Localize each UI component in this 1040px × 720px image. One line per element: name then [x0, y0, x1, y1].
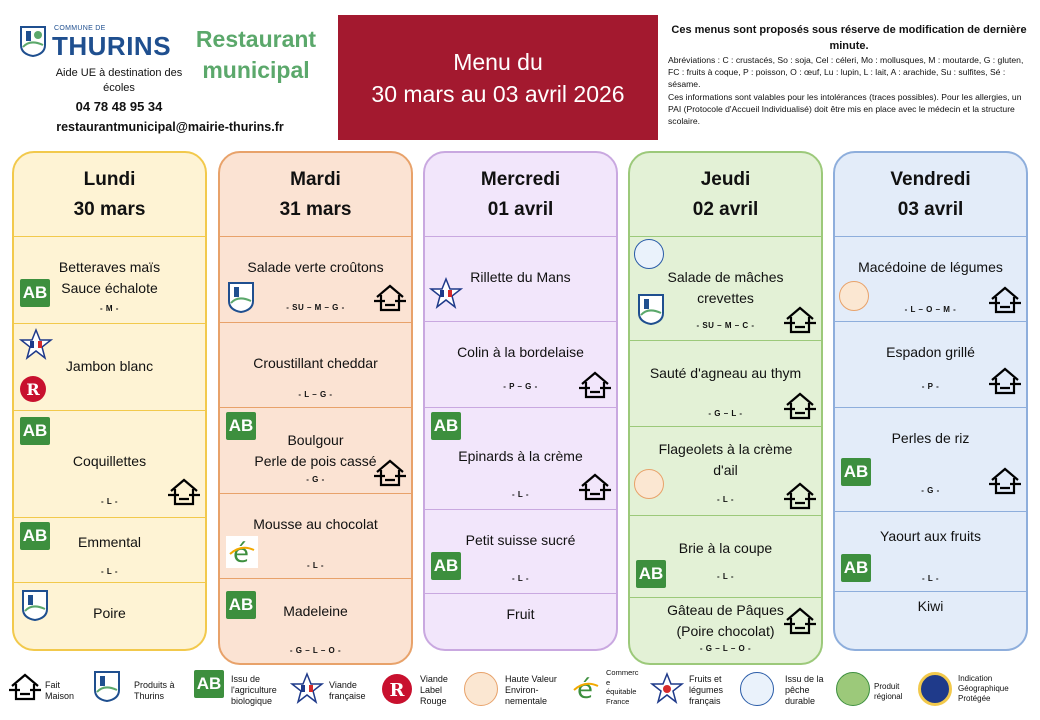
allergen-list: - L – G -: [298, 390, 333, 399]
dish-name: Epinards à la crème: [458, 448, 583, 464]
legend-label: Viande Label Rouge: [420, 674, 448, 706]
legend-label: Indication Géographique Protégée: [958, 674, 1009, 703]
dish-name: Gâteau de Pâques (Poire chocolat): [667, 602, 784, 639]
allergen-list: - G – L – O -: [289, 646, 342, 655]
legend-label: Haute Valeur Environ- nementale: [505, 674, 557, 706]
day-date: 03 avril: [897, 198, 964, 220]
day-header: [425, 153, 616, 237]
dish-name: Salade de mâches crevettes: [667, 269, 784, 306]
dish-name: Petit suisse sucré: [465, 532, 576, 548]
allergen-list: - L -: [511, 490, 529, 499]
organic-ab-icon: AB: [20, 417, 50, 445]
allergen-list: - P – G -: [503, 382, 538, 391]
menu-item: [630, 516, 821, 598]
house-icon: [988, 285, 1022, 315]
day-column-jeudi: [628, 151, 823, 665]
logo-name: THURINS: [52, 31, 172, 61]
house-icon: [373, 458, 407, 488]
french-meat-icon: [290, 672, 324, 704]
dish-name: Croustillant cheddar: [253, 355, 378, 371]
legend-label: Issu de l'agriculture biologique: [231, 674, 277, 706]
menu-item: [14, 518, 205, 583]
day-name: Mercredi: [480, 168, 561, 190]
hve-icon: [839, 281, 869, 311]
legend-label: Issu de la pêche durable: [785, 674, 824, 706]
dish-name: Madeleine: [283, 603, 348, 619]
allergen-list: - L -: [716, 495, 734, 504]
legend: [0, 668, 1040, 718]
fair-trade-icon: [570, 672, 602, 704]
day-header: [14, 153, 205, 237]
organic-ab-icon: AB: [431, 552, 461, 580]
menu-banner: [338, 15, 658, 140]
thurins-products-icon: [92, 670, 122, 702]
house-icon: [8, 672, 42, 702]
day-header: [220, 153, 411, 237]
allergen-list: - L -: [511, 574, 529, 583]
organic-ab-icon: AB: [431, 412, 461, 440]
legend-label: Produits à Thurins: [134, 680, 175, 701]
dish-name: Perles de riz: [891, 430, 970, 446]
french-fruits-icon: [650, 672, 684, 704]
allergen-list: - G – L – O -: [699, 644, 752, 653]
menu-item: [630, 341, 821, 427]
hve-icon: [464, 672, 498, 706]
menu-item: [14, 324, 205, 411]
svg-text:R: R: [26, 380, 40, 399]
legend-label: Produit régional: [874, 682, 903, 701]
phone: 04 78 48 95 34: [75, 99, 163, 114]
menu-item: [14, 237, 205, 324]
house-icon: [988, 366, 1022, 396]
day-name: Mardi: [290, 168, 341, 190]
allergen-list: - G -: [921, 486, 940, 495]
menu-item: [425, 594, 616, 646]
menu-item: [425, 322, 616, 408]
dish-name: Fruit: [506, 606, 535, 622]
restaurant-line2: municipal: [202, 57, 310, 83]
house-icon: [783, 481, 817, 511]
thurins-products-icon: [20, 589, 50, 621]
organic-ab-icon: AB: [841, 458, 871, 486]
dish-name: Espadon grillé: [886, 344, 975, 360]
allergen-list: - L -: [100, 497, 118, 506]
allergen-list: - L -: [921, 574, 939, 583]
organic-ab-icon: AB: [226, 412, 256, 440]
abbreviations: Abréviations : C : crustacés, So : soja, Cel : céleri, Mo : mollusques, M : moutarde, G : gluten, FC : fruits à coque, P : poisson, O : œuf, Lu : lupin, L : lait, A : arachide, Su : sulfites, Sé : sésame.: [668, 55, 1024, 90]
day-date: 31 mars: [279, 198, 352, 220]
french-meat-icon: [429, 277, 463, 309]
house-icon: [373, 283, 407, 313]
house-icon: [578, 370, 612, 400]
logo-commune-text: COMMUNE DE: [54, 25, 106, 32]
menu-item: [220, 237, 411, 323]
allergen-list: - G -: [306, 475, 325, 484]
thurins-products-icon: [226, 281, 256, 313]
organic-ab-icon: AB: [636, 560, 666, 588]
day-column-mercredi: [423, 151, 618, 651]
dish-name: Jambon blanc: [65, 358, 154, 374]
disclaimer-title: Ces menus sont proposés sous réserve de modification de dernière minute.: [671, 24, 1027, 52]
day-name: Jeudi: [700, 168, 751, 190]
legend-label: Fait Maison: [45, 680, 75, 701]
menu-item: [630, 237, 821, 341]
svg-text:é: é: [233, 539, 249, 568]
day-header: [835, 153, 1026, 237]
day-date: 02 avril: [692, 198, 759, 220]
day-header: [630, 153, 821, 237]
email: restaurantmunicipal@mairie-thurins.fr: [56, 120, 284, 134]
allergen-list: - L -: [716, 572, 734, 581]
menu-item: [425, 237, 616, 322]
organic-ab-icon: AB: [226, 591, 256, 619]
dish-name: Yaourt aux fruits: [880, 528, 981, 544]
day-column-lundi: [12, 151, 207, 651]
house-icon: [783, 305, 817, 335]
house-icon: [578, 472, 612, 502]
dish-name: Mousse au chocolat: [253, 516, 378, 532]
fair-trade-icon: [226, 536, 258, 568]
svg-text:R: R: [389, 680, 405, 701]
house-icon: [988, 466, 1022, 496]
day-name: Vendredi: [890, 168, 971, 190]
label-rouge-icon: [378, 672, 416, 706]
menu-item: [14, 411, 205, 518]
day-column-vendredi: [833, 151, 1028, 651]
sustainable-fishing-icon: [634, 239, 664, 269]
legend-label: Fruits et légumes français: [689, 674, 724, 706]
menu-item: [630, 598, 821, 660]
day-date: 01 avril: [487, 198, 554, 220]
thurins-logo-icon: [18, 25, 48, 57]
menu-item: [835, 322, 1026, 408]
dish-name: Emmental: [77, 534, 142, 550]
dish-name: Salade verte croûtons: [247, 259, 384, 275]
organic-ab-icon: AB: [841, 554, 871, 582]
menu-item: [220, 323, 411, 408]
menu-item: [630, 427, 821, 516]
menu-item: [835, 512, 1026, 592]
dish-name: Colin à la bordelaise: [457, 344, 584, 360]
allergen-list: - L -: [306, 561, 324, 570]
hve-icon: [634, 469, 664, 499]
svg-text:é: é: [577, 675, 593, 704]
dish-name: Macédoine de légumes: [858, 259, 1003, 275]
menu-item: [220, 408, 411, 494]
dish-name: Rillette du Mans: [470, 269, 571, 285]
menu-item: [835, 408, 1026, 512]
menu-item: [220, 494, 411, 579]
banner-line2: 30 mars au 03 avril 2026: [371, 80, 625, 107]
menu-item: [220, 579, 411, 662]
allergen-list: - L -: [100, 567, 118, 576]
day-date: 30 mars: [73, 198, 146, 220]
sustainable-fishing-icon: [740, 672, 774, 706]
organic-ab-icon: AB: [20, 522, 50, 550]
house-icon: [783, 606, 817, 636]
dish-name: Boulgour Perle de pois cassé: [254, 432, 377, 469]
day-column-mardi: [218, 151, 413, 665]
allergen-list: - G – L -: [708, 409, 743, 418]
menu-item: [835, 237, 1026, 322]
igp-icon: [918, 672, 952, 706]
regional-product-icon: [836, 672, 870, 706]
commune-logo: [18, 25, 172, 61]
allergen-list: - M -: [100, 304, 119, 313]
house-icon: [167, 477, 201, 507]
dish-name: Betteraves maïs Sauce échalote: [58, 259, 161, 296]
dish-name: Kiwi: [917, 598, 944, 614]
french-meat-icon: [19, 328, 53, 360]
allergen-list: - SU – M – G -: [286, 303, 345, 312]
restaurant-title: [182, 24, 330, 86]
restaurant-line1: Restaurant: [195, 26, 317, 52]
allergy-note: Ces informations sont valables pour les intolérances (traces possibles). Pour les allergies, un PAI (Protocole d'Accueil Individualisé) doit être mis en place avec le médecin et la structure scolaire.: [668, 91, 1022, 127]
house-icon: [783, 391, 817, 421]
label-rouge-icon: [18, 374, 48, 404]
allergen-list: - L – O – M -: [904, 305, 957, 314]
dish-name: Brie à la coupe: [678, 540, 773, 556]
legend-label: Commerc e équitable France: [606, 668, 639, 706]
dish-name: Sauté d'agneau au thym: [649, 365, 802, 381]
allergen-list: - SU – M – C -: [696, 321, 755, 330]
legend-label: Viande française: [329, 680, 366, 701]
organic-ab-icon: AB: [194, 670, 224, 698]
dish-name: Coquillettes: [72, 453, 147, 469]
day-name: Lundi: [83, 168, 136, 190]
dish-name: Poire: [93, 605, 126, 621]
disclaimer: [668, 22, 1030, 127]
banner-line1: Menu du: [453, 48, 543, 75]
menu-item: [425, 408, 616, 510]
aid-text: Aide UE à destination des écoles: [55, 67, 183, 94]
dish-name: Flageolets à la crème d'ail: [658, 441, 793, 478]
allergen-list: - P -: [921, 382, 940, 391]
organic-ab-icon: AB: [20, 279, 50, 307]
menu-item: [835, 592, 1026, 644]
thurins-products-icon: [636, 293, 666, 325]
menu-item: [425, 510, 616, 594]
menu-item: [14, 583, 205, 643]
